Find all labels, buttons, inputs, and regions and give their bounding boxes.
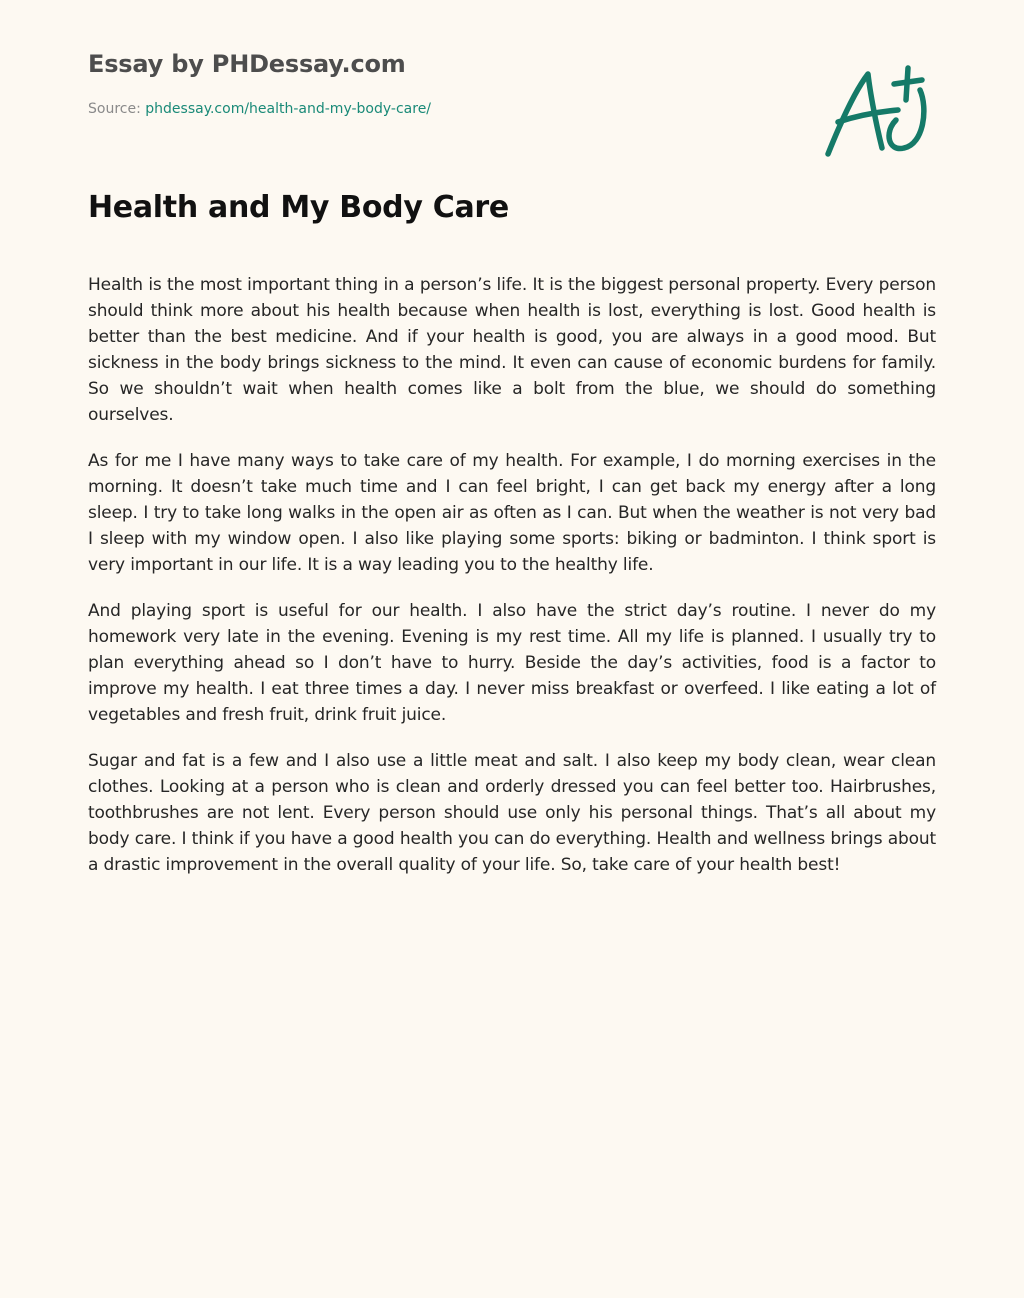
essay-paragraph: As for me I have many ways to take care of my health. For example, I do morning exercises in the morning. It doesn’t take much time and I can feel bright, I can get back my energy after a long sleep. I try to take long walks in the open air as often as I can. But when the weather is not very bad I sleep with my window open. I also like playing some sports: biking or badminton. I think sport is very important in our life. It is a way leading you to the healthy life. <box>88 451 936 575</box>
a-plus-logo-icon <box>824 62 928 162</box>
essay-paragraph: Sugar and fat is a few and I also use a little meat and salt. I also keep my body clean, wear clean clothes. Looking at a person who is clean and orderly dressed you can feel better too. Hairbrushes, toothbrushes are not lent. Every person should use only his personal things. That’s all about my body care. I think if you have a good health you can do everything. Health and wellness brings about a drastic improvement in the overall quality of your life. So, take care of your health best! <box>88 751 936 875</box>
source-link[interactable]: phdessay.com/health-and-my-body-care/ <box>145 101 432 117</box>
essay-paragraph: Health is the most important thing in a person’s life. It is the biggest personal property. Every person should think more about his health because when health is lost, everything is lost. Good health is better than the best medicine. And if your health is good, you are always in a good mood. But sickness in the body brings sickness to the mind. It even can cause of economic burdens for family. So we shouldn’t wait when health comes like a bolt from the blue, we should do something ourselves. <box>88 275 936 425</box>
source-label: Source: <box>88 101 141 117</box>
essay-paragraph: And playing sport is useful for our health. I also have the strict day’s routine. I never do my homework very late in the evening. Evening is my rest time. All my life is planned. I usually try to plan everything ahead so I don’t have to hurry. Beside the day’s activities, food is a factor to improve my health. I eat three times a day. I never miss breakfast or overfeed. I like eating a lot of vegetables and fresh fruit, drink fruit juice. <box>88 601 936 725</box>
site-title: Essay by PHDessay.com <box>88 50 406 78</box>
source-line <box>88 101 431 117</box>
essay-body <box>88 272 936 898</box>
essay-title: Health and My Body Care <box>88 190 509 225</box>
